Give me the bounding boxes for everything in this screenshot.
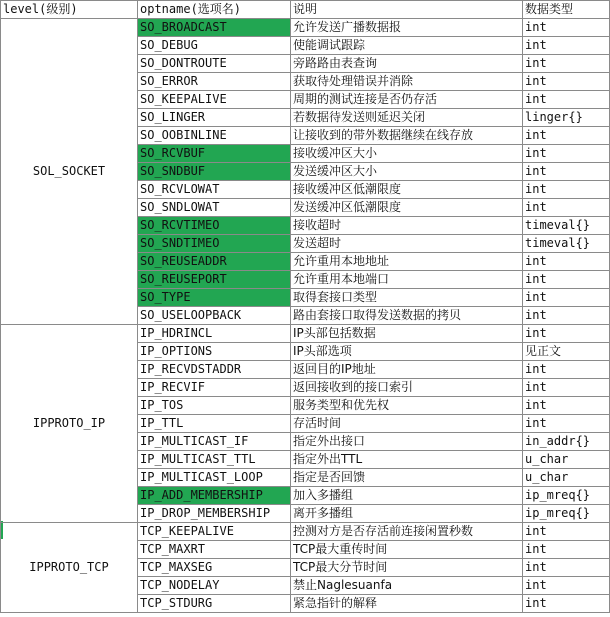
level-cell[interactable]: IPPROTO_TCP: [1, 523, 138, 613]
optname-cell[interactable]: TCP_NODELAY: [138, 577, 291, 595]
description-cell[interactable]: 若数据待发送则延迟关闭: [291, 109, 523, 127]
optname-cell[interactable]: SO_TYPE: [138, 289, 291, 307]
datatype-cell[interactable]: int: [523, 181, 610, 199]
description-cell[interactable]: 指定外出TTL: [291, 451, 523, 469]
datatype-cell[interactable]: int: [523, 271, 610, 289]
optname-cell[interactable]: SO_REUSEPORT: [138, 271, 291, 289]
datatype-cell[interactable]: int: [523, 379, 610, 397]
description-cell[interactable]: 发送缓冲区低潮限度: [291, 199, 523, 217]
datatype-cell[interactable]: int: [523, 559, 610, 577]
datatype-cell[interactable]: int: [523, 577, 610, 595]
datatype-cell[interactable]: ip_mreq{}: [523, 505, 610, 523]
datatype-cell[interactable]: int: [523, 145, 610, 163]
optname-cell[interactable]: IP_TTL: [138, 415, 291, 433]
optname-cell[interactable]: IP_OPTIONS: [138, 343, 291, 361]
description-cell[interactable]: 允许重用本地地址: [291, 253, 523, 271]
description-cell[interactable]: 指定是否回馈: [291, 469, 523, 487]
header-level[interactable]: level(级别): [1, 1, 138, 19]
datatype-cell[interactable]: int: [523, 37, 610, 55]
header-description[interactable]: 说明: [291, 1, 523, 19]
datatype-cell[interactable]: linger{}: [523, 109, 610, 127]
description-cell[interactable]: 允许重用本地端口: [291, 271, 523, 289]
description-cell[interactable]: 让接收到的带外数据继续在线存放: [291, 127, 523, 145]
optname-cell[interactable]: SO_DONTROUTE: [138, 55, 291, 73]
optname-cell[interactable]: SO_KEEPALIVE: [138, 91, 291, 109]
datatype-cell[interactable]: ip_mreq{}: [523, 487, 610, 505]
optname-cell[interactable]: SO_USELOOPBACK: [138, 307, 291, 325]
description-cell[interactable]: 发送超时: [291, 235, 523, 253]
datatype-cell[interactable]: int: [523, 415, 610, 433]
optname-cell[interactable]: IP_RECVIF: [138, 379, 291, 397]
datatype-cell[interactable]: int: [523, 397, 610, 415]
table-row: [1, 325, 610, 343]
description-cell[interactable]: TCP最大分节时间: [291, 559, 523, 577]
description-cell[interactable]: 获取待处理错误并消除: [291, 73, 523, 91]
optname-cell[interactable]: TCP_KEEPALIVE: [138, 523, 291, 541]
optname-cell[interactable]: SO_SNDBUF: [138, 163, 291, 181]
datatype-cell[interactable]: int: [523, 199, 610, 217]
description-cell[interactable]: 服务类型和优先权: [291, 397, 523, 415]
description-cell[interactable]: 接收缓冲区低潮限度: [291, 181, 523, 199]
datatype-cell[interactable]: int: [523, 307, 610, 325]
description-cell[interactable]: 存活时间: [291, 415, 523, 433]
datatype-cell[interactable]: int: [523, 289, 610, 307]
optname-cell[interactable]: TCP_STDURG: [138, 595, 291, 613]
description-cell[interactable]: 控测对方是否存活前连接闲置秒数: [291, 523, 523, 541]
datatype-cell[interactable]: u_char: [523, 451, 610, 469]
optname-cell[interactable]: SO_RCVTIMEO: [138, 217, 291, 235]
description-cell[interactable]: TCP最大重传时间: [291, 541, 523, 559]
datatype-cell[interactable]: u_char: [523, 469, 610, 487]
optname-cell[interactable]: SO_OOBINLINE: [138, 127, 291, 145]
description-cell[interactable]: 离开多播组: [291, 505, 523, 523]
description-cell[interactable]: 紧急指针的解释: [291, 595, 523, 613]
level-cell[interactable]: SOL_SOCKET: [1, 19, 138, 325]
datatype-cell[interactable]: int: [523, 73, 610, 91]
description-cell[interactable]: 使能调试跟踪: [291, 37, 523, 55]
datatype-cell[interactable]: int: [523, 253, 610, 271]
datatype-cell[interactable]: timeval{}: [523, 235, 610, 253]
optname-cell[interactable]: SO_SNDLOWAT: [138, 199, 291, 217]
optname-cell[interactable]: SO_BROADCAST: [138, 19, 291, 37]
datatype-cell[interactable]: int: [523, 19, 610, 37]
datatype-cell[interactable]: 见正文: [523, 343, 610, 361]
description-cell[interactable]: 取得套接口类型: [291, 289, 523, 307]
datatype-cell[interactable]: int: [523, 595, 610, 613]
table-row: [1, 19, 610, 37]
datatype-cell[interactable]: int: [523, 55, 610, 73]
header-row: [1, 1, 610, 19]
datatype-cell[interactable]: in_addr{}: [523, 433, 610, 451]
optname-cell[interactable]: SO_DEBUG: [138, 37, 291, 55]
optname-cell[interactable]: IP_RECVDSTADDR: [138, 361, 291, 379]
optname-cell[interactable]: IP_DROP_MEMBERSHIP: [138, 505, 291, 523]
datatype-cell[interactable]: int: [523, 541, 610, 559]
description-cell[interactable]: 接收缓冲区大小: [291, 145, 523, 163]
table-row: [1, 523, 610, 541]
optname-cell[interactable]: TCP_MAXRT: [138, 541, 291, 559]
optname-cell[interactable]: IP_MULTICAST_LOOP: [138, 469, 291, 487]
description-cell[interactable]: 旁路路由表查询: [291, 55, 523, 73]
description-cell[interactable]: IP头部包括数据: [291, 325, 523, 343]
optname-cell[interactable]: TCP_MAXSEG: [138, 559, 291, 577]
description-cell[interactable]: 周期的测试连接是否仍存活: [291, 91, 523, 109]
header-datatype[interactable]: 数据类型: [523, 1, 610, 19]
datatype-cell[interactable]: int: [523, 361, 610, 379]
description-cell[interactable]: IP头部选项: [291, 343, 523, 361]
optname-cell[interactable]: IP_HDRINCL: [138, 325, 291, 343]
datatype-cell[interactable]: int: [523, 523, 610, 541]
optname-cell[interactable]: SO_RCVLOWAT: [138, 181, 291, 199]
description-cell[interactable]: 接收超时: [291, 217, 523, 235]
description-cell[interactable]: 加入多播组: [291, 487, 523, 505]
optname-cell[interactable]: IP_MULTICAST_TTL: [138, 451, 291, 469]
optname-cell[interactable]: SO_RCVBUF: [138, 145, 291, 163]
description-cell[interactable]: 允许发送广播数据报: [291, 19, 523, 37]
description-cell[interactable]: 指定外出接口: [291, 433, 523, 451]
optname-cell[interactable]: IP_ADD_MEMBERSHIP: [138, 487, 291, 505]
header-optname[interactable]: optname(选项名): [138, 1, 291, 19]
description-cell[interactable]: 禁止Naglesuanfa: [291, 577, 523, 595]
description-cell[interactable]: 路由套接口取得发送数据的拷贝: [291, 307, 523, 325]
description-cell[interactable]: 返回目的IP地址: [291, 361, 523, 379]
datatype-cell[interactable]: timeval{}: [523, 217, 610, 235]
optname-cell[interactable]: SO_ERROR: [138, 73, 291, 91]
optname-cell[interactable]: SO_REUSEADDR: [138, 253, 291, 271]
level-cell[interactable]: IPPROTO_IP: [1, 325, 138, 523]
description-cell[interactable]: 返回接收到的接口索引: [291, 379, 523, 397]
optname-cell[interactable]: IP_MULTICAST_IF: [138, 433, 291, 451]
optname-cell[interactable]: IP_TOS: [138, 397, 291, 415]
description-cell[interactable]: 发送缓冲区大小: [291, 163, 523, 181]
datatype-cell[interactable]: int: [523, 163, 610, 181]
datatype-cell[interactable]: int: [523, 91, 610, 109]
datatype-cell[interactable]: int: [523, 127, 610, 145]
optname-cell[interactable]: SO_LINGER: [138, 109, 291, 127]
optname-cell[interactable]: SO_SNDTIMEO: [138, 235, 291, 253]
datatype-cell[interactable]: int: [523, 325, 610, 343]
